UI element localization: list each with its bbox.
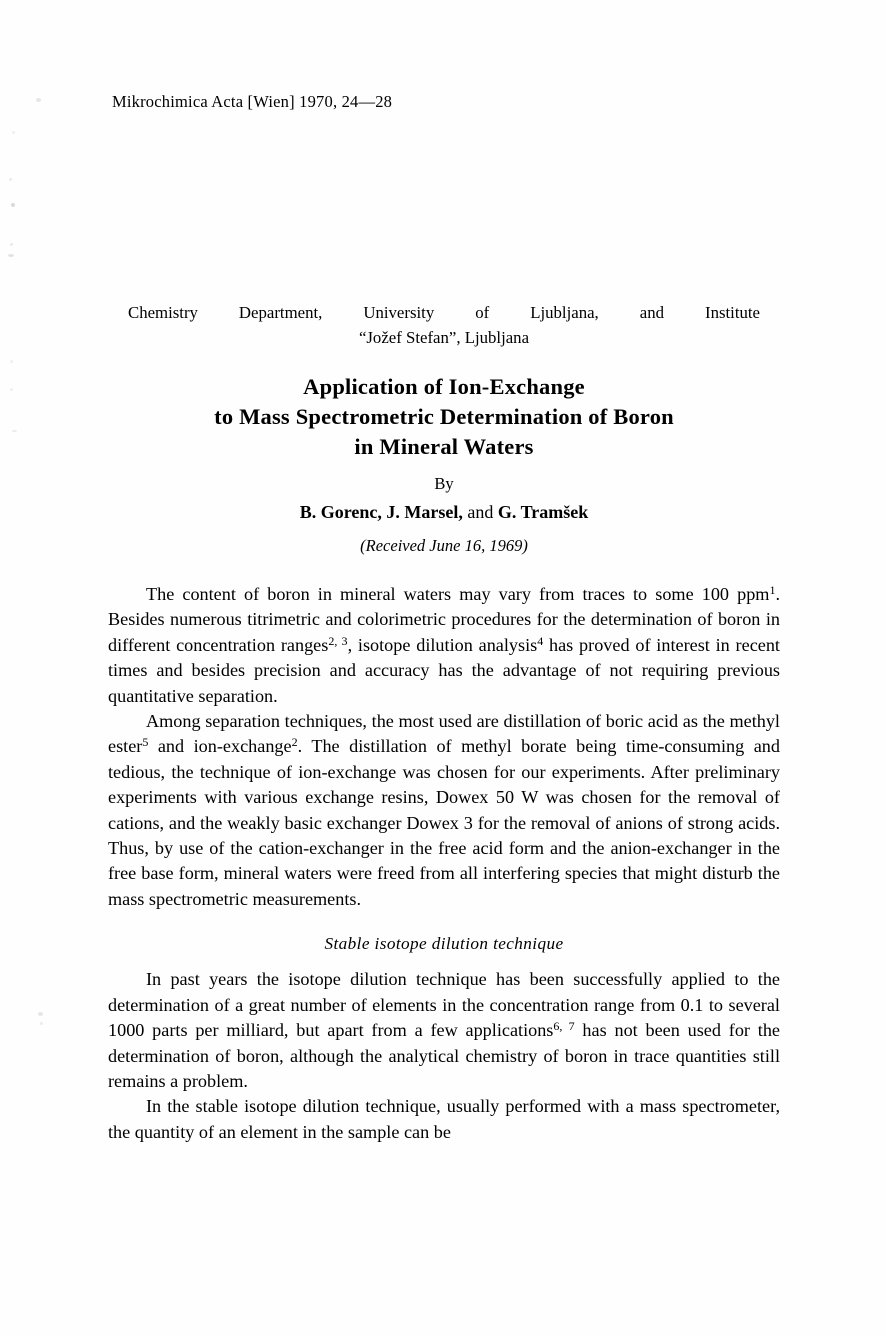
body-paragraph-1	[108, 582, 780, 709]
title-line-3: in Mineral Waters	[354, 434, 534, 459]
reference-marker-2-3: 2, 3	[328, 633, 348, 648]
author-name-2: G. Tramšek	[497, 502, 589, 522]
received-date: (Received June 16, 1969)	[360, 536, 528, 555]
p2-text-c: . The distillation of methyl borate being time-consuming and tedious, the technique of ion-exchange was chosen for our experiments. After preliminary experiments with various exchange resins, Dowex 50 W was chosen for the removal of cations, and the weakly basic exchanger Dowex 3 for the removal of anions of strong acids. Thus, by use of the cation-exchanger in the free acid form and the anion-exchanger in the free base form, mineral waters were freed from all interfering species that might disturb the mass spectrometric measurements.	[108, 736, 780, 909]
text-column	[108, 300, 780, 1145]
affiliation-line-2: “Jožef Stefan”, Ljubljana	[358, 328, 530, 347]
author-name-1: B. Gorenc, J. Marsel,	[299, 502, 463, 522]
reference-marker-2: 2	[291, 735, 298, 750]
reference-marker-1: 1	[769, 582, 776, 597]
p1-text-a: The content of boron in mineral waters may vary from traces to some 100 ppm	[146, 584, 770, 604]
author-list	[108, 502, 780, 523]
p1-text-d: has proved of interest in recent times and besides precision and accuracy has the advantage of not requiring previous quantitative separation.	[108, 634, 780, 706]
section-heading: Stable isotope dilution technique	[324, 934, 564, 954]
running-head: Mikrochimica Acta [Wien] 1970, 24—28	[112, 92, 393, 111]
p3-text-b: has not been used for the determination of boron, although the analytical chemistry of boron in trace quantities still remains a problem.	[108, 1020, 780, 1091]
p1-text-c: , isotope dilution analysis	[347, 634, 538, 655]
body-paragraph-3	[108, 967, 780, 1094]
p3-text-a: In past years the isotope dilution technique has been successfully applied to the determination of a great number of elements in the concentration range from 0.1 to several 1000 parts per milliard, but apart from a few applications	[108, 969, 780, 1041]
title-line-2: to Mass Spectrometric Determination of Boron	[214, 404, 674, 429]
p2-text-a: Among separation techniques, the most used are distillation of boric acid as the methyl ester	[108, 711, 780, 757]
author-conjunction: and	[467, 502, 494, 522]
title-line-1: Application of Ion-Exchange	[303, 374, 585, 399]
reference-marker-6-7: 6, 7	[553, 1018, 575, 1033]
body-paragraph-2	[108, 709, 780, 912]
affiliation-line-1: Chemistry Department, University of Ljubljana, and Institute	[128, 303, 760, 322]
p2-text-b: and ion-exchange	[148, 736, 292, 757]
scan-speckles	[0, 0, 60, 1336]
affiliation	[122, 300, 766, 350]
p1-text-b: . Besides numerous titrimetric and colorimetric procedures for the determination of boron in different concentration ranges	[108, 584, 780, 655]
reference-marker-4: 4	[537, 633, 544, 648]
byline-label: By	[434, 474, 454, 493]
reference-marker-5: 5	[142, 735, 149, 750]
body-paragraph-4: In the stable isotope dilution technique, usually performed with a mass spectrometer, the quantity of an element in the sample can be	[108, 1096, 780, 1142]
page-title	[108, 372, 780, 462]
